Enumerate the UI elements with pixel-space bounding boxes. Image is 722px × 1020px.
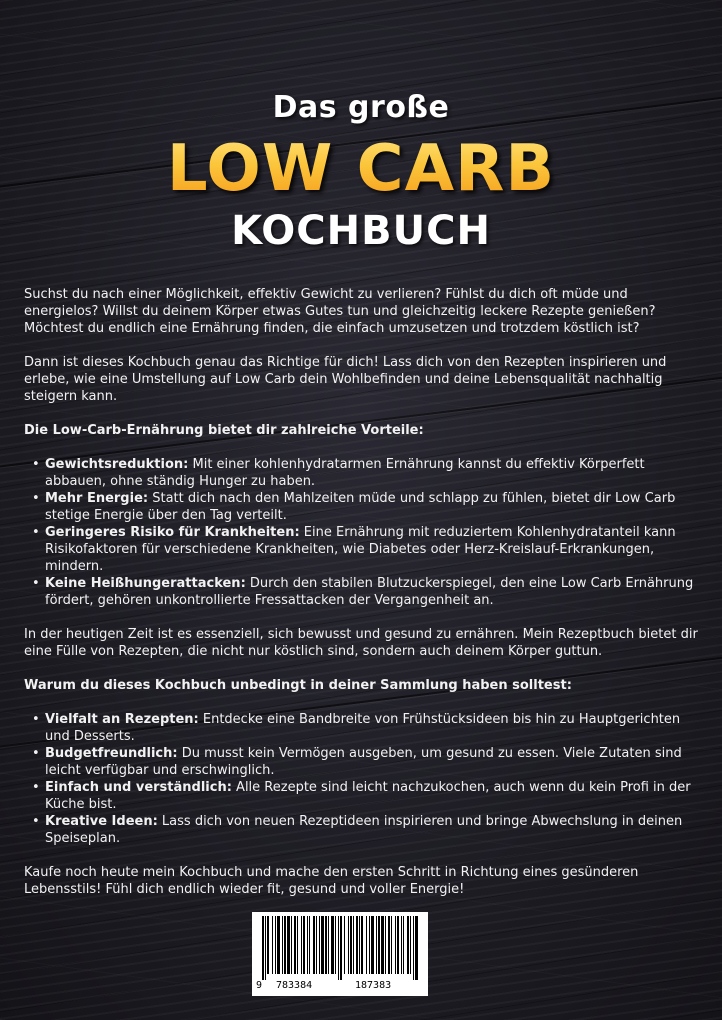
barcode-bar	[356, 916, 358, 974]
barcode-bar	[410, 916, 411, 974]
list-item-text: Statt dich nach den Mahlzeiten müde und schlapp zu fühlen, bietet dir Low Carb stetige Energie über den Tag verteilt.	[45, 491, 676, 523]
barcode-bar	[413, 916, 414, 980]
barcode-bar	[267, 916, 269, 974]
barcode-bar	[359, 916, 360, 974]
list-item	[45, 711, 700, 745]
barcode-bar	[340, 916, 342, 980]
barcode-bar	[397, 916, 399, 974]
barcode-bar	[388, 916, 390, 974]
list-item	[45, 813, 700, 847]
isbn-barcode	[252, 912, 428, 996]
barcode-bar	[309, 916, 310, 974]
barcode-bar	[376, 916, 377, 974]
barcode-bar	[277, 916, 280, 974]
intro-paragraph-1: Suchst du nach einer Möglichkeit, effektiv Gewicht zu verlieren? Fühlst du dich oft müde und energielos? Willst du deinem Körper etwas Gutes tun und gleichzeitig leckere Rezepte genießen? Möchtest du endlich eine Ernährung finden, die einfach umzusetzen und trotzdem köstlich ist?	[24, 287, 656, 336]
list-item	[45, 456, 700, 490]
barcode-first-digit: 9	[256, 980, 263, 991]
benefits-list	[24, 456, 700, 609]
barcode-bar	[350, 916, 352, 974]
list-item	[45, 524, 700, 575]
barcode-bar	[291, 916, 292, 974]
list-item-text: Mit einer kohlenhydratarmen Ernährung kannst du effektiv Körperfett abbauen, ohne ständig Hunger zu haben.	[45, 457, 645, 489]
barcode-bar	[272, 916, 273, 974]
barcode-bar	[328, 916, 329, 974]
closing-paragraph: Kaufe noch heute mein Kochbuch und mache den ersten Schritt in Richtung eines gesünderen Lebensstils! Fühl dich endlich wieder fit, gesund und voller Energie!	[24, 865, 639, 897]
blurb-text	[24, 286, 700, 898]
list-item-term: Vielfalt an Rezepten:	[45, 712, 199, 727]
list-item	[45, 490, 700, 524]
barcode-bar	[297, 916, 298, 974]
barcode-bar	[282, 916, 283, 974]
barcode-bar	[371, 916, 374, 974]
list-item-text: Entdecke eine Bandbreite von Frühstücksideen bis hin zu Hauptgerichten und Desserts.	[45, 712, 681, 744]
list-item-term: Gewichtsreduktion:	[45, 457, 189, 472]
list-item-term: Geringeres Risiko für Krankheiten:	[45, 525, 300, 540]
barcode-bar	[331, 916, 334, 974]
barcode-bar	[366, 916, 367, 974]
list-item-text: Lass dich von neuen Rezeptideen inspirieren und bringe Abwechslung in deinen Speiseplan.	[45, 814, 683, 846]
barcode-bar	[395, 916, 396, 974]
barcode-bar	[381, 916, 384, 974]
barcode-bar	[348, 916, 349, 974]
title-line-2: LOW CARB	[0, 132, 722, 206]
list-item-term: Mehr Energie:	[45, 491, 149, 506]
title-line-3: KOCHBUCH	[231, 208, 491, 254]
barcode-digits	[252, 980, 428, 994]
list-item-text: Alle Rezepte sind leicht nachzukochen, auch wenn du kein Profi in der Küche bist.	[45, 780, 691, 812]
barcode-bar	[275, 916, 276, 974]
barcode-bars	[258, 916, 422, 980]
barcode-bar	[335, 916, 336, 974]
barcode-bar	[403, 916, 404, 974]
middle-paragraph: In der heutigen Zeit ist es essenziell, sich bewusst und gesund zu ernähren. Mein Rezeptbuch bietet dir eine Fülle von Rezepten, die nicht nur köstlich sind, sondern auch deinem Körper guttun.	[24, 627, 698, 659]
barcode-bar	[338, 916, 339, 980]
list-item-term: Kreative Ideen:	[45, 814, 158, 829]
reasons-heading: Warum du dieses Kochbuch unbedingt in deiner Sammlung haben solltest:	[24, 678, 572, 693]
barcode-bar	[325, 916, 327, 974]
intro-paragraph-2: Dann ist dieses Kochbuch genau das Richtige für dich! Lass dich von den Rezepten inspirieren und erlebe, wie eine Umstellung auf Low Carb dein Wohlbefinden und deine Lebensqualität nachhaltig steigern kann.	[24, 355, 667, 404]
list-item	[45, 779, 700, 813]
barcode-bar	[316, 916, 317, 974]
list-item	[45, 575, 700, 609]
list-item-text: Eine Ernährung mit reduziertem Kohlenhydratanteil kann Risikofaktoren für verschiedene Krankheiten, wie Diabetes oder Herz-Kreislauf-Erkrankungen, mindern.	[45, 525, 676, 574]
barcode-bar	[265, 916, 266, 980]
barcode-bar	[307, 916, 308, 974]
list-item-term: Keine Heißhungerattacken:	[45, 576, 246, 591]
barcode-bar	[407, 916, 409, 974]
barcode-bar	[321, 916, 324, 974]
list-item-term: Einfach und verständlich:	[45, 780, 232, 795]
barcode-bar	[262, 916, 264, 980]
reasons-list	[24, 711, 700, 847]
benefits-heading: Die Low-Carb-Ernährung bietet dir zahlreiche Vorteile:	[24, 423, 424, 438]
barcode-bar	[301, 916, 302, 974]
barcode-group-1: 783384	[276, 980, 313, 991]
barcode-bar	[415, 916, 418, 980]
barcode-bar	[284, 916, 286, 974]
barcode-bar	[313, 916, 315, 974]
list-item	[45, 745, 700, 779]
barcode-bar	[401, 916, 402, 974]
list-item-text: Du musst kein Vermögen ausgeben, um gesund zu essen. Viele Zutaten sind leicht verfügbar und erschwinglich.	[45, 746, 682, 778]
barcode-bar	[391, 916, 392, 974]
barcode-bar	[353, 916, 354, 974]
barcode-bar	[303, 916, 305, 974]
barcode-bar	[319, 916, 320, 974]
title-line-1: Das große	[272, 90, 450, 125]
list-item-term: Budgetfreundlich:	[45, 746, 178, 761]
book-title	[0, 90, 722, 254]
barcode-bar	[294, 916, 296, 974]
barcode-bar	[385, 916, 386, 974]
barcode-bar	[344, 916, 345, 974]
barcode-group-2: 187383	[355, 980, 392, 991]
barcode-bar	[287, 916, 290, 974]
barcode-bar	[361, 916, 363, 974]
barcode-bar	[378, 916, 380, 974]
list-item-text: Durch den stabilen Blutzuckerspiegel, den eine Low Carb Ernährung fördert, gehören unkontrollierte Fressattacken der Vergangenheit an.	[45, 576, 694, 608]
barcode-bar	[369, 916, 370, 974]
